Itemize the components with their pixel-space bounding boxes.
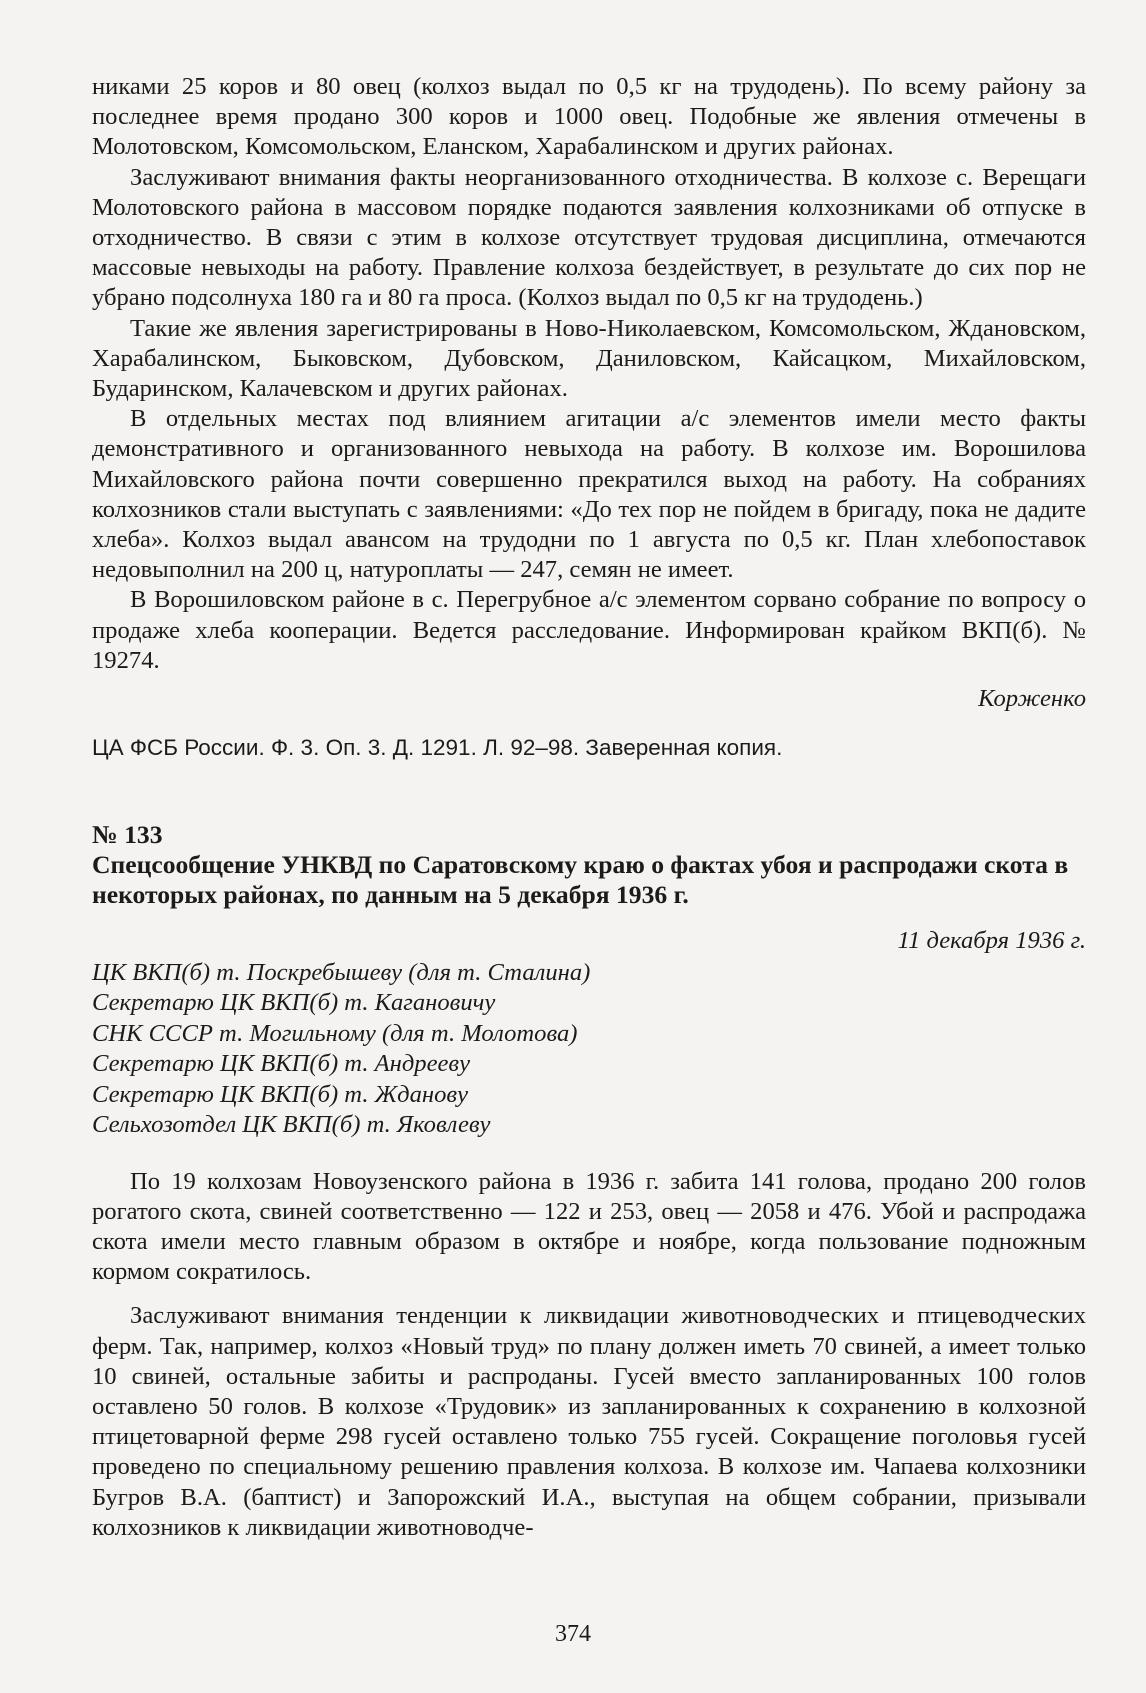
recipient: Секретарю ЦК ВКП(б) т. Жданову bbox=[92, 1080, 468, 1108]
recipients-list bbox=[92, 958, 1086, 1140]
page-content bbox=[92, 72, 1086, 1543]
recipient: Сельхозотдел ЦК ВКП(б) т. Яковлеву bbox=[92, 1111, 491, 1139]
paragraph: В отдельных местах под влиянием агитации а/с элементов имели место факты демонстративного и организованного невыхода на работу. В колхозе им. Ворошилова Михайловского района почти совершенно прекратился выход на работу. На собраниях колхозников стали выступать с заявлениями: «До тех пор не пойдем в бригаду, пока не дадите хлеба». Колхоз выдал авансом на трудодни по 1 августа по 0,5 кг. План хлебопоставок недовыполнил на 200 ц, натуроплаты — 247, семян не имеет. bbox=[92, 405, 1086, 584]
document-title: Спецсообщение УНКВД по Саратовскому краю о фактах убоя и распродажи скота в некоторых районах, по данным на 5 декабря 1936 г. bbox=[92, 850, 1069, 910]
paragraph: Заслуживают внимания тенденции к ликвидации животноводческих и птицеводческих ферм. Так, например, колхоз «Новый труд» по плану должен иметь 70 свиней, а имеет только 10 свиней, остальные забиты и распроданы. Гусей вместо запланированных 100 голов оставлено 50 голов. В колхозе «Трудовик» из запланированных к сохранению в колхозной птицетоварной ферме 298 гусей оставлено только 755 гусей. Сокращение поголовья гусей проведено по специальному решению правления колхоза. В колхозе им. Чапаева колхозники Бугров В.А. (баптист) и Запорожский И.А., выступая на общем собрании, призывали колхозников к ликвидации животноводче- bbox=[92, 1302, 1086, 1541]
recipient: СНК СССР т. Могильному (для т. Молотова) bbox=[92, 1019, 578, 1047]
paragraph: В Ворошиловском районе в с. Перегрубное а/с элементом сорвано собрание по вопросу о продаже хлеба кооперации. Ведется расследование. Информирован крайком ВКП(б). № 19274. bbox=[92, 586, 1086, 674]
recipient: Секретарю ЦК ВКП(б) т. Кагановичу bbox=[92, 989, 496, 1017]
paragraph: Такие же явления зарегистрированы в Ново-Николаевском, Комсомольском, Ждановском, Харабалинском, Быковском, Дубовском, Даниловском, Кайсацком, Михайловском, Бударинском, Калачевском и других районах. bbox=[92, 314, 1086, 403]
paragraph: Заслуживают внимания факты неорганизованного отходничества. В колхозе с. Верещаги Молотовского района в массовом порядке подаются заявления колхозниками об отпуске в отходничество. В связи с этим в колхозе отсутствует трудовая дисциплина, отмечаются массовые невыходы на работу. Правление колхоза бездействует, в результате до сих пор не убрано подсолнуха 180 га и 80 га проса. (Колхоз выдал по 0,5 кг на трудодень.) bbox=[92, 163, 1086, 312]
document-number: № 133 bbox=[92, 820, 163, 850]
document-body bbox=[92, 1167, 1086, 1543]
recipient: ЦК ВКП(б) т. Поскребышеву (для т. Сталина) bbox=[92, 959, 591, 987]
recipient: Секретарю ЦК ВКП(б) т. Андрееву bbox=[92, 1050, 471, 1078]
paragraph: По 19 колхозам Новоузенского района в 1936 г. забита 141 голова, продано 200 голов рогатого скота, свиней соответственно — 122 и 253, овец — 2058 и 476. Убой и распродажа скота имели место главным образом в октябре и ноябре, когда пользование подножным кормом сократилось. bbox=[92, 1167, 1086, 1286]
document-date: 11 декабря 1936 г. bbox=[897, 927, 1086, 955]
signature: Корженко bbox=[978, 685, 1086, 713]
page-number: 374 bbox=[555, 1621, 591, 1647]
archival-source-note: ЦА ФСБ России. Ф. 3. Оп. 3. Д. 1291. Л. 92–98. Заверенная копия. bbox=[92, 735, 783, 761]
paragraph-continuation: никами 25 коров и 80 овец (колхоз выдал по 0,5 кг на трудодень). По всему району за последнее время продано 300 коров и 1000 овец. Подобные же явления отмечены в Молотовском, Комсомольском, Еланском, Харабалинском и других районах. bbox=[92, 73, 1086, 161]
